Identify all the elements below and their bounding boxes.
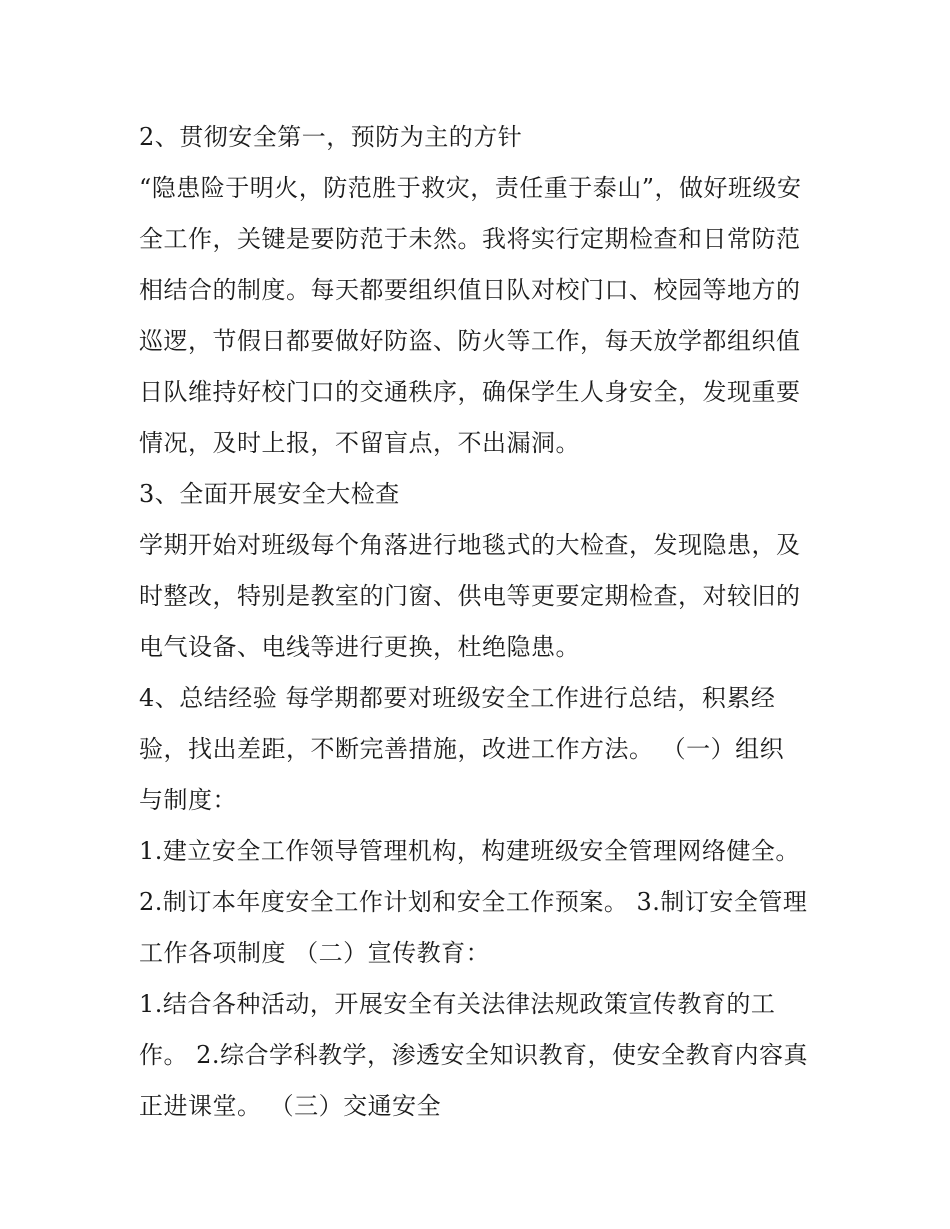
paragraph-line: 相结合的制度。每天都要组织值日队对校门口、校园等地方的 (139, 276, 801, 304)
paragraph-line: “隐患险于明火，防范胜于救灾，责任重于泰山”，做好班级安 (139, 174, 802, 202)
paragraph-line: 日队维持好校门口的交通秩序，确保学生人身安全，发现重要 (139, 378, 801, 406)
list-line: 1.结合各种活动，开展安全有关法律法规政策宣传教育的工 (139, 990, 776, 1018)
heading-4-summary: 4、总结经验 每学期都要对班级安全工作进行总结，积累经 (139, 684, 776, 712)
document-body (139, 112, 819, 1132)
paragraph-line: 学期开始对班级每个角落进行地毯式的大检查，发现隐患，及 (139, 531, 801, 559)
paragraph-line: 全工作，关键是要防范于未然。我将实行定期检查和日常防范 (139, 225, 801, 253)
list-line: 作。 2.综合学科教学，渗透安全知识教育，使安全教育内容真 (139, 1041, 809, 1069)
heading-2-safety-first: 2、贯彻安全第一，预防为主的方针 (139, 123, 523, 151)
paragraph-line: 验，找出差距，不断完善措施，改进工作方法。 （一）组织 (139, 735, 785, 763)
list-line: 正进课堂。 （三）交通安全 (139, 1092, 442, 1120)
paragraph-line: 时整改，特别是教室的门窗、供电等更要定期检查，对较旧的 (139, 582, 801, 610)
heading-3-safety-inspection: 3、全面开展安全大检查 (139, 480, 400, 508)
list-line: 工作各项制度 （二）宣传教育： (139, 939, 491, 967)
paragraph-line: 与制度： (139, 786, 237, 814)
paragraph-line: 巡逻，节假日都要做好防盗、防火等工作，每天放学都组织值 (139, 327, 801, 355)
paragraph-line: 情况，及时上报，不留盲点，不出漏洞。 (139, 429, 580, 457)
list-line: 2.制订本年度安全工作计划和安全工作预案。 3.制订安全管理 (139, 888, 808, 916)
paragraph-line: 电气设备、电线等进行更换，杜绝隐患。 (139, 633, 580, 661)
list-line: 1.建立安全工作领导管理机构，构建班级安全管理网络健全。 (139, 837, 800, 865)
